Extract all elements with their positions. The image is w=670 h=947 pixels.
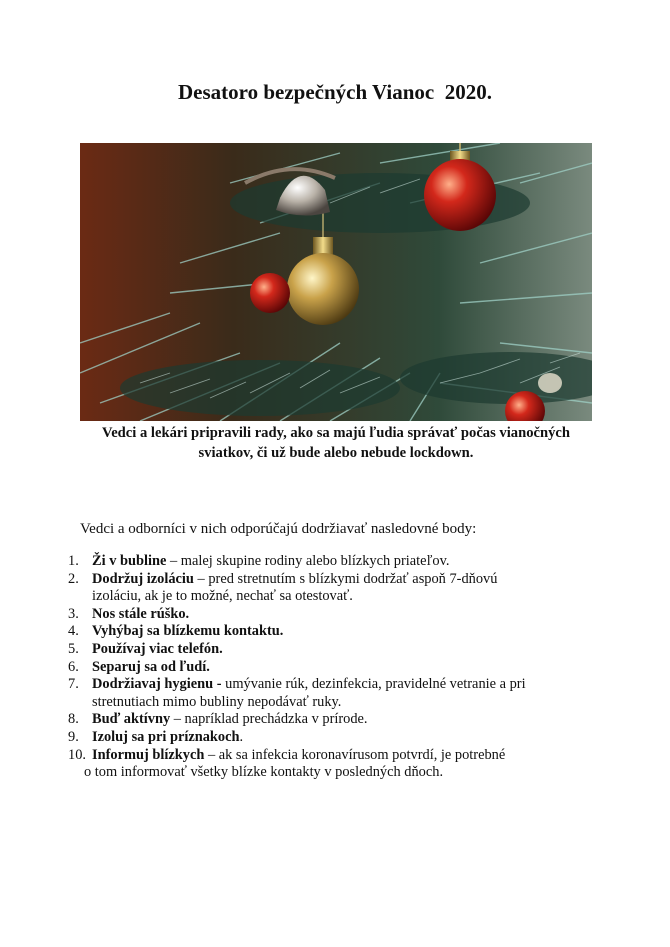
rules-list [68,553,608,782]
list-item-number: 6. [68,658,79,675]
list-item-number: 1. [68,553,79,569]
christmas-tree-photo [80,143,592,421]
list-item-number: 3. [68,605,79,622]
list-item [68,659,608,677]
list-item [68,623,608,641]
list-item-text: – pred stretnutím s blízkymi dodržať aspoň 7-dňovú [193,570,498,587]
list-item-number: 8. [68,711,79,728]
list-item-number: 7. [68,676,79,693]
list-item-text: umývanie rúk, dezinfekcia, pravidelné vetranie a pri [221,676,526,693]
list-item [68,676,608,711]
list-item [68,606,608,624]
list-item-heading: Dodržiavaj hygienu - [92,676,222,693]
christmas-tree-ornaments-photo [80,143,592,421]
list-item-heading: Používaj viac telefón. [92,640,223,657]
list-item-continuation: izoláciu, ak je to možné, nechať sa otestovať. [92,588,353,605]
list-item-number: 5. [68,640,79,657]
list-item-heading: Buď aktívny [92,711,171,728]
list-item-text: – ak sa infekcia koronavírusom potvrdí, je potrebné [204,746,506,763]
list-item-number: 2. [68,570,79,587]
list-item-heading: Vyhýbaj sa blízkemu kontaktu. [92,623,284,640]
list-item [68,641,608,659]
list-item [68,553,608,571]
list-item-heading: Separuj sa od ľudí. [92,658,210,675]
list-item-heading: Nos stále rúško. [92,605,190,622]
list-item-number: 9. [68,728,79,745]
list-item-text: . [239,728,244,745]
document-title: Desatoro bezpečných Vianoc 2020. [177,80,492,104]
list-item-text: – napríklad prechádzka v prírode. [170,711,368,728]
list-item [68,711,608,729]
list-item-text: – malej skupine rodiny alebo blízkych priateľov. [166,553,450,569]
list-item-heading: Dodržuj izoláciu [92,570,194,587]
list-item [68,571,608,606]
list-item-heading: Izoluj sa pri príznakoch [92,728,240,745]
list-item-heading: Ži v bubline [92,553,167,569]
intro-text: Vedci a odborníci v nich odporúčajú dodržiavať nasledovné body: [80,521,477,537]
list-item-number: 4. [68,623,79,640]
list-item [68,729,608,747]
photo-caption: Vedci a lekári pripravili rady, ako sa majú ľudia správať počas vianočných sviatkov, či už bude alebo nebude lockdown. [102,425,570,461]
list-item [68,747,608,782]
list-item-heading: Informuj blízkych [92,746,205,763]
list-item-continuation: stretnutiach mimo bubliny nepodávať ruky. [92,693,342,710]
list-item-number: 10. [68,746,86,763]
list-item-continuation: o tom informovať všetky blízke kontakty v posledných dňoch. [84,764,444,781]
